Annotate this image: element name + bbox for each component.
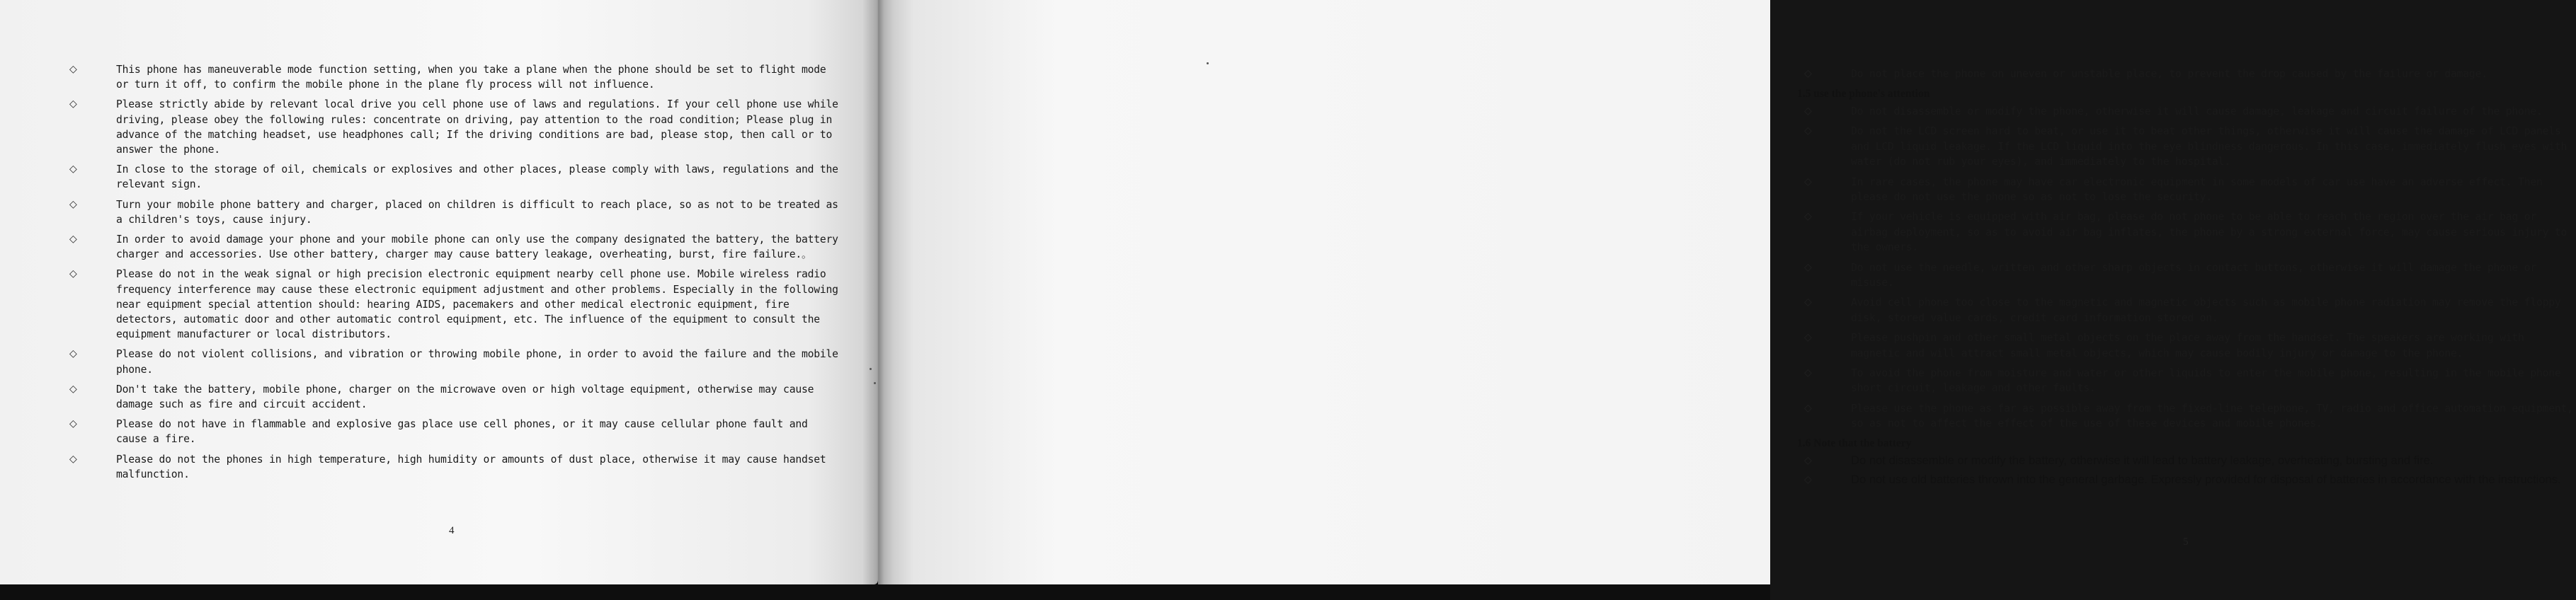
diamond-bullet-icon: ◇ xyxy=(1804,105,1812,117)
list-item xyxy=(1804,209,2576,255)
item-text: Do not place the phone on uneven or unstable place, to prevent the drop caused by the failure or damage. xyxy=(1851,68,2487,80)
list-item xyxy=(69,382,841,412)
list-item xyxy=(1804,330,2576,360)
diamond-bullet-icon: ◇ xyxy=(1804,367,1812,379)
diamond-bullet-icon: ◇ xyxy=(69,64,77,75)
item-text: This phone has maneuverable mode function setting, when you take a plane when the phone should be set to flight mode or turn it off, to confirm the mobile phone in the plane fly process will not influence. xyxy=(116,64,826,91)
page-number: 4 xyxy=(449,525,455,536)
diamond-bullet-icon: ◇ xyxy=(1804,125,1812,137)
list-item xyxy=(69,97,841,157)
left-page xyxy=(0,0,878,584)
list-item xyxy=(1804,104,2576,119)
list-item xyxy=(1804,260,2576,290)
diamond-bullet-icon: ◇ xyxy=(69,453,77,465)
diamond-bullet-icon: ◇ xyxy=(1804,474,1812,486)
page-number: 5 xyxy=(2183,536,2189,548)
list-item xyxy=(69,347,841,376)
item-text: To avoid the phone from moisture and water or other liquids to enter the mobile phone, resulting in the mobile phone short circuit, leakage and other faults. xyxy=(1851,367,2561,395)
item-text: Do not the LCD screen hard to beat, or use it to beat other things, otherwise it will cause the damage of LCD panels and LCD liquid leakage. If the LCD liquid into the eye blindness dangerous. In this case, immediately flush eyes with water (do not rub your eyes), and immediately to the hospital. xyxy=(1851,125,2568,168)
item-text: Do not disassemble or modify the phone, otherwise it will cause damage, leakage and circuit failure of the phone. xyxy=(1851,105,2543,117)
item-text: In order to avoid damage your phone and your mobile phone can only use the company designated the battery, the battery charger and accessories. Use other battery, charger may cause battery leakage, overheating, burst, fire failure.。 xyxy=(116,233,838,261)
list-item xyxy=(69,417,841,446)
item-text: Please pushpin and other small metal objects on the place away from the handset. The speakers are working with magnetic and will attract small metal objects, which may cause bodily injury or damage to the phone. xyxy=(1851,332,2524,359)
scan-speck xyxy=(1207,62,1209,64)
diamond-bullet-icon: ◇ xyxy=(1804,403,1812,415)
right-page xyxy=(878,0,2573,584)
item-text: In close to the storage of oil, chemicals or explosives and other places, please comply with laws, regulations and the relevant sign. xyxy=(116,163,838,191)
list-item xyxy=(1804,473,2576,487)
item-text: In rare cases, the phone may have car electronic equipment in some models of car use have an adverse effect. Then please do not use the phone so as not to lose the security. xyxy=(1851,175,2543,203)
diamond-bullet-icon: ◇ xyxy=(69,198,77,210)
list-item xyxy=(1804,454,2576,468)
diamond-bullet-icon: ◇ xyxy=(1804,455,1812,467)
item-text: Do not use the needle, written and other sharp objects in contact buttons, otherwise it will damage the phone or misuse. xyxy=(1851,261,2536,289)
diamond-bullet-icon: ◇ xyxy=(69,418,77,430)
item-text: Do not disassemble or modify the battery, otherwise it will lead to battery leakage, overheating, bursting and fire. xyxy=(1851,454,2434,468)
list-item xyxy=(69,232,841,262)
item-text: Don't take the battery, mobile phone, charger on the microwave oven or high voltage equipment, otherwise may cause damage such as fire and circuit accident. xyxy=(116,383,814,411)
list-item xyxy=(1804,366,2576,396)
diamond-bullet-icon: ◇ xyxy=(69,163,77,175)
diamond-bullet-icon: ◇ xyxy=(69,98,77,110)
diamond-bullet-icon: ◇ xyxy=(69,233,77,246)
list-item xyxy=(1804,124,2576,169)
left-page-item-list xyxy=(69,62,841,487)
diamond-bullet-icon: ◇ xyxy=(69,268,77,280)
scan-speck xyxy=(874,382,876,384)
item-text: If your vehicle is equipped with air bag, please do not phone to be able to reach the region over the air bag or airbag deployment, so as to avoid air bag inflates, the phone by a strong external force, may cause serious injury to the owners. xyxy=(1851,211,2568,253)
list-item xyxy=(69,197,841,227)
list-item xyxy=(69,62,841,92)
list-item xyxy=(1804,67,2576,81)
diamond-bullet-icon: ◇ xyxy=(1804,261,1812,273)
list-item xyxy=(69,267,841,342)
right-page-item-list xyxy=(1797,67,2576,492)
list-item xyxy=(1804,175,2576,204)
diamond-bullet-icon: ◇ xyxy=(1804,332,1812,344)
item-text: Do not use​ old batteries thrown into the general garbage. Expressly provided for disposal of batteries in accordance with the instructions. xyxy=(1851,473,2561,487)
item-text: Please do not in the weak signal or high precision electronic equipment nearby cell phone use. Mobile wireless radio frequency interference may cause these electronic equipment adjustment and other problems. Especially in the following near equipment special attention should: hearing AIDS, pacemakers and other medical electronic equipment, fire detectors, automatic door and other automatic control equipment, etc. The influence of the equipment to consult the equipment manufacturer or local distributors. xyxy=(116,268,838,341)
item-text: Turn your mobile phone battery and charger, placed on children is difficult to reach place, so as not to be treated as a children's toys, cause injury. xyxy=(116,198,838,226)
diamond-bullet-icon: ◇ xyxy=(69,348,77,360)
list-item xyxy=(69,162,841,192)
scan-bottom-edge xyxy=(0,584,1770,600)
item-text: Please use the phone as far as possible away from the fixed-line telephone, TV, radio and office automation equipment, so as not to affect the effect of the use of these devices and mobile phones. xyxy=(1851,403,2573,430)
section-heading: 1.5 use the phone's attention xyxy=(1797,87,1930,100)
item-text: Avoid cell phone too close to the magnetic and magnetic objects such as mobile phone radiation may remove the floppy disk, stored value cards, credit card information stored on. xyxy=(1851,296,2561,324)
item-text: Please do not the phones in high temperature, high humidity or amounts of dust place, otherwise it may cause handset malfunction. xyxy=(116,453,826,480)
diamond-bullet-icon: ◇ xyxy=(1804,68,1812,79)
section-heading: 1.6 Note that the battery xyxy=(1797,437,1912,450)
list-item xyxy=(69,452,841,482)
diamond-bullet-icon: ◇ xyxy=(1804,296,1812,308)
item-text: Please do not have in flammable and explosive gas place use cell phones, or it may cause cellular phone fault and cause a fire. xyxy=(116,418,808,446)
diamond-bullet-icon: ◇ xyxy=(1804,211,1812,223)
list-item xyxy=(1804,401,2576,431)
item-text: Please do not violent collisions, and vibration or throwing mobile phone, in order to avoid the failure and the mobile phone. xyxy=(116,348,838,376)
diamond-bullet-icon: ◇ xyxy=(1804,175,1812,188)
diamond-bullet-icon: ◇ xyxy=(69,383,77,395)
item-text: Please strictly abide by relevant local drive you cell phone use of laws and regulations. If your cell phone use while driving, please obey the following rules: concentrate on driving, pay attention to the road condition; Please plug in advance of the matching headset, use headphones call; If the driving conditions are bad, please stop, then call or to answer the phone. xyxy=(116,98,838,156)
scan-speck xyxy=(870,368,872,370)
list-item xyxy=(1804,295,2576,325)
